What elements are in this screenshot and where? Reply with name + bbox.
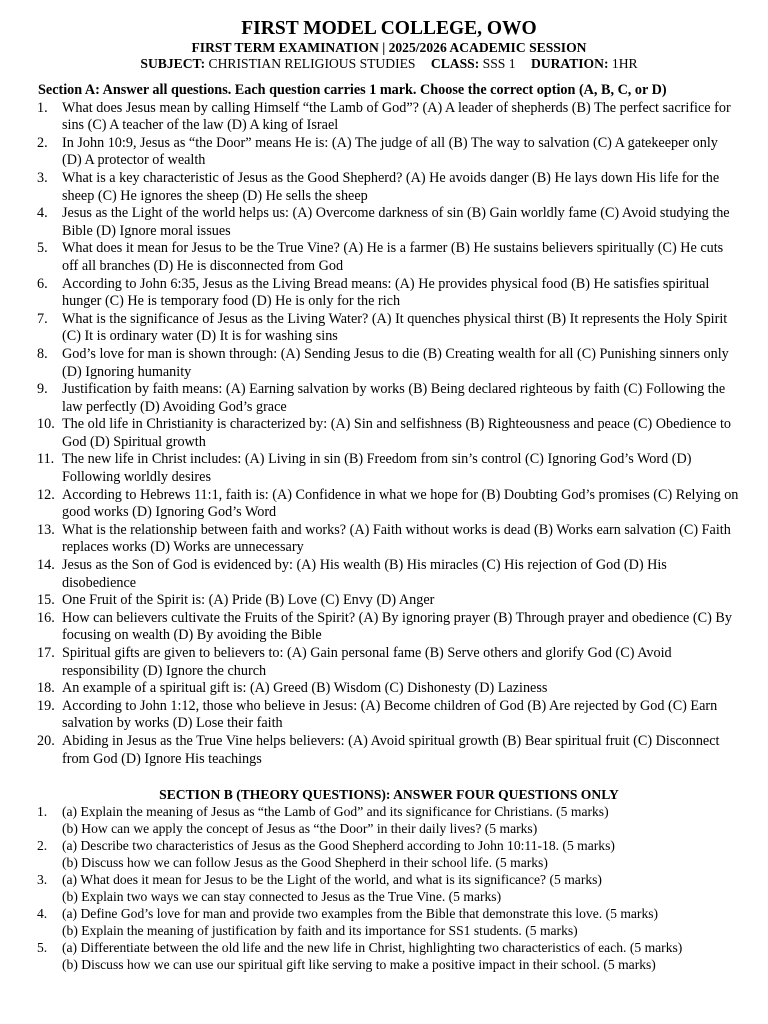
- question-part-a: (a) What does it mean for Jesus to be the Light of the world, and what is its significance? (5 marks): [62, 872, 602, 888]
- mcq-question: [38, 276, 740, 311]
- question-text: Justification by faith means: (A) Earning salvation by works (B) Being declared righteous by faith (C) Following the law perfectly (D) Avoiding God’s grace: [62, 381, 726, 415]
- theory-question: [38, 803, 740, 837]
- section-b-title: SECTION B (THEORY QUESTIONS): ANSWER FOUR QUESTIONS ONLY: [159, 787, 619, 803]
- duration-label: DURATION:: [530, 56, 609, 71]
- question-text: What is the significance of Jesus as the Living Water? (A) It quenches physical thirst (B) It represents the Holy Spirit (C) It is ordinary water (D) It is for washing sins: [62, 310, 728, 345]
- question-part-a: (a) Describe two characteristics of Jesus as the Good Shepherd according to John 10:11-18. (5 marks): [62, 838, 615, 854]
- question-number: 3.: [37, 169, 48, 186]
- question-part-b: (b) Explain two ways we can stay connected to Jesus as the True Vine. (5 marks): [62, 889, 502, 905]
- question-number: 7.: [37, 310, 48, 327]
- question-text: According to Hebrews 11:1, faith is: (A) Confidence in what we hope for (B) Doubting God’s promises (C) Relying on good works (D) Ignoring God’s Word: [62, 486, 739, 521]
- subject-value: CHRISTIAN RELIGIOUS STUDIES: [208, 56, 416, 71]
- question-text: The new life in Christ includes: (A) Living in sin (B) Freedom from sin’s control (C) Ignoring God’s Word (D) Following worldly desires: [62, 451, 692, 486]
- question-number: 4.: [37, 906, 48, 922]
- mcq-question: [38, 680, 740, 698]
- mcq-question: [38, 557, 740, 592]
- question-text: In John 10:9, Jesus as “the Door” means He is: (A) The judge of all (B) The way to salvation (C) A gatekeeper only (D) A protector of wealth: [62, 134, 718, 169]
- question-number: 5.: [37, 240, 48, 257]
- mcq-question: [38, 135, 740, 170]
- question-text: What does Jesus mean by calling Himself “the Lamb of God”? (A) A leader of shepherds (B) The perfect sacrifice for sins (C) A teacher of the law (D) A king of Israel: [62, 99, 731, 134]
- mcq-question: [38, 487, 740, 522]
- question-part-a: (a) Explain the meaning of Jesus as “the Lamb of God” and its significance for Christians. (5 marks): [62, 804, 609, 820]
- question-part-a: (a) Define God’s love for man and provide two examples from the Bible that demonstrate this love. (5 marks): [62, 906, 659, 922]
- question-number: 1.: [37, 804, 48, 820]
- question-text: What is a key characteristic of Jesus as the Good Shepherd? (A) He avoids danger (B) He lays down His life for the sheep (C) He ignores the sheep (D) He sells the sheep: [62, 169, 720, 204]
- question-number: 19.: [37, 697, 55, 714]
- question-number: 18.: [37, 680, 55, 697]
- question-text: What is the relationship between faith and works? (A) Faith without works is dead (B) Works earn salvation (C) Faith replaces works (D) Works are unnecessary: [62, 521, 731, 556]
- question-number: 10.: [37, 416, 55, 433]
- question-text: According to John 1:12, those who believe in Jesus: (A) Become children of God (B) Are rejected by God (C) Earn salvation by works (D) Lose their faith: [62, 697, 718, 732]
- theory-question: [38, 871, 740, 905]
- mcq-question: [38, 205, 740, 240]
- mcq-question: [38, 170, 740, 205]
- mcq-question: [38, 311, 740, 346]
- question-text: The old life in Christianity is characterized by: (A) Sin and selfishness (B) Righteousness and peace (C) Obedience to God (D) Spiritual growth: [62, 416, 731, 450]
- theory-question: [38, 837, 740, 871]
- question-number: 14.: [37, 557, 55, 574]
- mcq-question: [38, 592, 740, 610]
- question-number: 1.: [37, 99, 48, 116]
- question-part-b: (b) Discuss how we can use our spiritual gift like serving to make a positive impact in their school. (5 marks): [62, 957, 656, 973]
- mcq-question: [38, 698, 740, 733]
- mcq-question: [38, 610, 740, 645]
- question-part-b: (b) Explain the meaning of justification by faith and its importance for SS1 students. (5 marks): [62, 923, 578, 939]
- question-part-b: (b) How can we apply the concept of Jesus as “the Door” in their daily lives? (5 marks): [62, 821, 538, 837]
- question-text: How can believers cultivate the Fruits of the Spirit? (A) By ignoring prayer (B) Through prayer and obedience (C) By focusing on wealth (D) By avoiding the Bible: [62, 609, 732, 644]
- mcq-question: [38, 416, 740, 451]
- question-number: 2.: [37, 838, 48, 854]
- mcq-question: [38, 381, 740, 416]
- question-number: 17.: [37, 645, 55, 661]
- question-part-a: (a) Differentiate between the old life and the new life in Christ, highlighting two characteristics of each. (5 marks): [62, 940, 683, 956]
- question-part-b: (b) Discuss how we can follow Jesus as the Good Shepherd in their school life. (5 marks): [62, 855, 548, 871]
- school-name: FIRST MODEL COLLEGE, OWO: [241, 18, 537, 39]
- subject-label: SUBJECT:: [140, 56, 206, 71]
- question-number: 15.: [37, 592, 55, 609]
- question-text: God’s love for man is shown through: (A) Sending Jesus to die (B) Creating wealth for all (C) Punishing sinners only (D) Ignoring humanity: [62, 345, 729, 380]
- class-label: CLASS:: [430, 56, 480, 71]
- question-text: According to John 6:35, Jesus as the Living Bread means: (A) He provides physical food (B) He satisfies spiritual hunger (C) He is temporary food (D) He is only for the rich: [62, 275, 710, 310]
- question-number: 12.: [37, 486, 55, 503]
- question-number: 5.: [37, 940, 48, 956]
- mcq-question: [38, 451, 740, 486]
- question-text: Jesus as the Son of God is evidenced by: (A) His wealth (B) His miracles (C) His rejection of God (D) His disobedience: [62, 557, 667, 591]
- question-number: 16.: [37, 609, 55, 626]
- question-number: 11.: [37, 451, 55, 468]
- section-a-title: Section A: Answer all questions. Each question carries 1 mark. Choose the correct option (A, B, C, or D): [38, 82, 667, 98]
- question-text: What does it mean for Jesus to be the True Vine? (A) He is a farmer (B) He sustains believers spiritually (C) He cuts off all branches (D) He is disconnected from God: [62, 240, 724, 274]
- question-number: 8.: [37, 345, 48, 362]
- section-a-questions: [38, 100, 740, 769]
- duration-value: 1HR: [611, 56, 638, 71]
- mcq-question: [38, 645, 740, 680]
- theory-question: [38, 905, 740, 939]
- class-value: SSS 1: [482, 56, 516, 71]
- question-text: Abiding in Jesus as the True Vine helps believers: (A) Avoid spiritual growth (B) Bear spiritual fruit (C) Disconnect from God (D) Ignore His teachings: [62, 732, 720, 767]
- question-number: 9.: [37, 381, 48, 398]
- question-text: An example of a spiritual gift is: (A) Greed (B) Wisdom (C) Dishonesty (D) Laziness: [62, 680, 548, 697]
- question-text: Jesus as the Light of the world helps us: (A) Overcome darkness of sin (B) Gain worldly fame (C) Avoid studying the Bible (D) Ignore moral issues: [62, 205, 730, 239]
- question-number: 13.: [37, 521, 55, 538]
- theory-question: [38, 939, 740, 973]
- question-text: Spiritual gifts are given to believers to: (A) Gain personal fame (B) Serve others and glorify God (C) Avoid responsibility (D) Ignore the church: [62, 645, 672, 679]
- mcq-question: [38, 733, 740, 768]
- question-number: 20.: [37, 732, 55, 749]
- mcq-question: [38, 346, 740, 381]
- exam-session: FIRST TERM EXAMINATION | 2025/2026 ACADEMIC SESSION: [191, 40, 587, 55]
- question-number: 3.: [37, 872, 48, 888]
- mcq-question: [38, 100, 740, 135]
- subject-line: [38, 56, 740, 72]
- mcq-question: [38, 522, 740, 557]
- question-number: 6.: [37, 275, 48, 292]
- section-b-questions: [38, 803, 740, 973]
- question-number: 2.: [37, 134, 48, 151]
- mcq-question: [38, 240, 740, 275]
- question-number: 4.: [37, 205, 48, 222]
- question-text: One Fruit of the Spirit is: (A) Pride (B) Love (C) Envy (D) Anger: [62, 592, 435, 609]
